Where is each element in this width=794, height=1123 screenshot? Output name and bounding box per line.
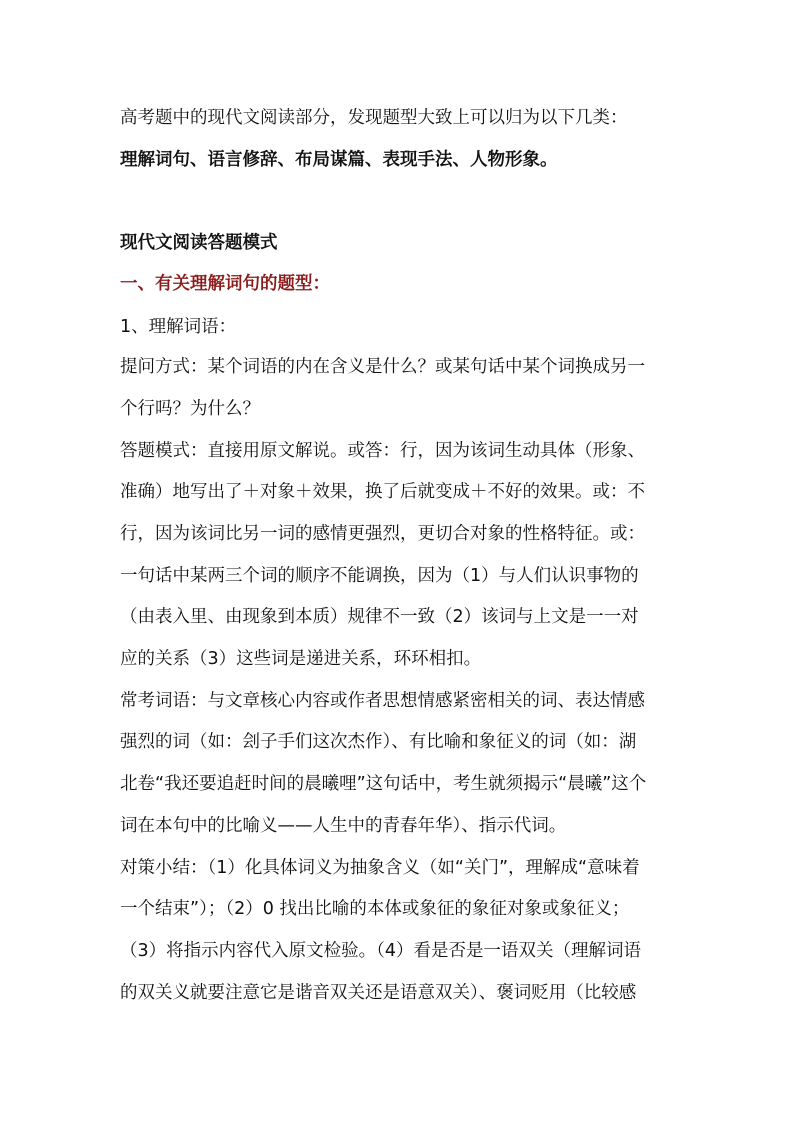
common-words-line-1: 常考词语：与文章核心内容或作者思想情感紧密相关的词、表达情感 xyxy=(120,691,645,711)
intro-line-2: 理解词句、语言修辞、布局谋篇、表现手法、人物形象。 xyxy=(120,150,558,170)
strategy-line-3: （3）将指示内容代入原文检验。（4）看是否是一语双关（理解词语 xyxy=(120,941,642,961)
question-mode-line-2: 个行吗？为什么？ xyxy=(120,399,260,419)
answer-mode-line-6: 应的关系（3）这些词是递进关系，环环相扣。 xyxy=(120,649,482,669)
section-heading: 现代文阅读答题模式 xyxy=(120,233,278,253)
item-1-title: 1、理解词语： xyxy=(120,317,237,337)
intro-line-1: 高考题中的现代文阅读部分，发现题型大致上可以归为以下几类： xyxy=(120,108,628,128)
strategy-line-4: 的双关义就要注意它是谐音双关还是语意双关）、褒词贬用（比较感 xyxy=(120,983,637,1003)
strategy-line-1: 对策小结：（1）化具体词义为抽象含义（如“关门”，理解成“意味着 xyxy=(120,858,640,878)
common-words-line-4: 词在本句中的比喻义——人生中的青春年华）、指示代词。 xyxy=(120,816,567,836)
strategy-line-2: 一个结束”）；（2）0 找出比喻的本体或象征的象征对象或象征义； xyxy=(120,899,630,919)
common-words-line-2: 强烈的词（如：刽子手们这次杰作）、有比喻和象征义的词（如：湖 xyxy=(120,732,637,752)
answer-mode-line-1: 答题模式：直接用原文解说。或答：行，因为该词生动具体（形象、 xyxy=(120,441,645,461)
answer-mode-line-2: 准确）地写出了＋对象＋效果，换了后就变成＋不好的效果。或：不 xyxy=(120,482,645,502)
answer-mode-line-4: 一句话中某两三个词的顺序不能调换，因为（1）与人们认识事物的 xyxy=(120,566,639,586)
common-words-line-3: 北卷“我还要追赶时间的晨曦哩”这句话中，考生就须揭示“晨曦”这个 xyxy=(120,774,647,794)
answer-mode-line-5: （由表入里、由现象到本质）规律不一致（2）该词与上文是一一对 xyxy=(120,607,639,627)
section-1-title: 一、有关理解词句的题型： xyxy=(120,274,330,294)
question-mode-line-1: 提问方式：某个词语的内在含义是什么？或某句话中某个词换成另一 xyxy=(120,357,645,377)
answer-mode-line-3: 行，因为该词比另一词的感情更强烈，更切合对象的性格特征。或： xyxy=(120,524,645,544)
